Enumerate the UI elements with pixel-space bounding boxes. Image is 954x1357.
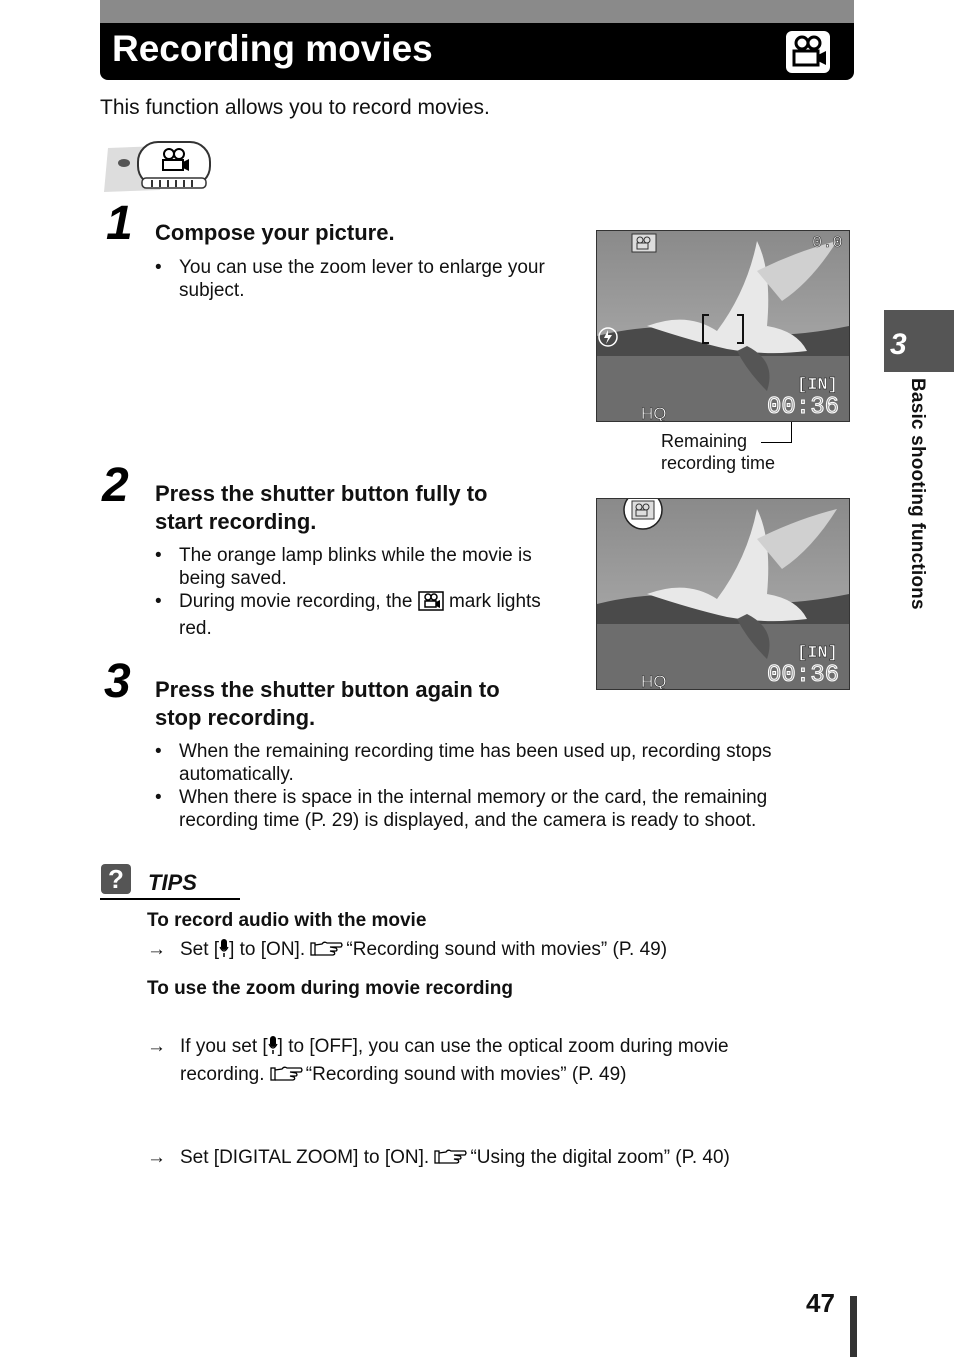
movie-mark-icon — [418, 591, 444, 617]
step-number-2: 2 — [102, 459, 129, 512]
zoom-value: 0.0 — [812, 234, 843, 253]
bullet: • The orange lamp blinks while the movie is being saved. — [155, 544, 545, 590]
step-3-bullets — [155, 740, 825, 832]
tip-line: → If you set [ ] to [OFF], you can use the optical zoom during movie recording. “Recording sound with movies” (P. 49) — [147, 1034, 840, 1090]
quality-indicator: HQ — [641, 404, 667, 421]
reference-hand-icon — [270, 1065, 304, 1090]
page-number: 47 — [806, 1288, 835, 1318]
chapter-number: 3 — [890, 328, 907, 361]
title-bar-top — [100, 0, 854, 23]
tips-question-icon: ? — [101, 864, 131, 894]
chapter-label: Basic shooting functions — [907, 378, 928, 610]
step-2-bullets — [155, 544, 545, 640]
bullet: • When there is space in the internal memory or the card, the remaining recording time (P. 29) is displayed, and the camera is ready to shoot. — [155, 786, 825, 832]
step-3-title: Press the shutter button again to stop recording. — [155, 677, 500, 730]
memory-indicator: [IN] — [797, 376, 838, 395]
reference-hand-icon — [434, 1148, 468, 1173]
remaining-time-caption: Remaining recording time — [661, 431, 776, 473]
reference-hand-icon — [310, 940, 344, 965]
step-2-title: Press the shutter button fully to start recording. — [155, 481, 488, 534]
page-edge-bar — [850, 1296, 857, 1357]
step-number-1: 1 — [106, 197, 133, 250]
recording-mark-icon — [624, 499, 662, 529]
tip-heading-zoom: To use the zoom during movie recording — [147, 978, 513, 999]
camera-screen-ready — [596, 230, 850, 422]
movie-camera-icon — [786, 31, 830, 73]
caption-leader-v — [791, 422, 792, 443]
bullet: • During movie recording, the mark lights red. — [155, 590, 545, 640]
microphone-icon — [268, 1035, 278, 1062]
quality-indicator: HQ — [641, 672, 667, 689]
tip-line: → Set [ ] to [ON]. “Recording sound with movies” (P. 49) — [147, 937, 830, 965]
memory-indicator: [IN] — [797, 644, 838, 663]
tip-heading-audio: To record audio with the movie — [147, 910, 427, 931]
step-number-3: 3 — [104, 655, 131, 708]
page-title: Recording movies — [112, 28, 433, 69]
step-1-title: Compose your picture. — [155, 220, 395, 245]
mode-dial-icon — [100, 140, 215, 200]
microphone-icon — [219, 938, 229, 965]
tips-label: TIPS — [148, 870, 197, 895]
intro-text: This function allows you to record movies. — [100, 96, 490, 119]
bullet: • When the remaining recording time has been used up, recording stops automatically. — [155, 740, 825, 786]
bullet: • You can use the zoom lever to enlarge your subject. — [155, 256, 545, 302]
remaining-time: 00:36 — [767, 394, 840, 421]
mode-icon — [632, 234, 656, 252]
caption-leader-h — [761, 442, 791, 443]
tips-underline — [100, 898, 240, 900]
step-1-bullets — [155, 256, 545, 302]
camera-screen-recording — [596, 498, 850, 690]
remaining-time: 00:36 — [767, 662, 840, 689]
tip-line: → Set [DIGITAL ZOOM] to [ON]. “Using the digital zoom” (P. 40) — [147, 1145, 840, 1173]
